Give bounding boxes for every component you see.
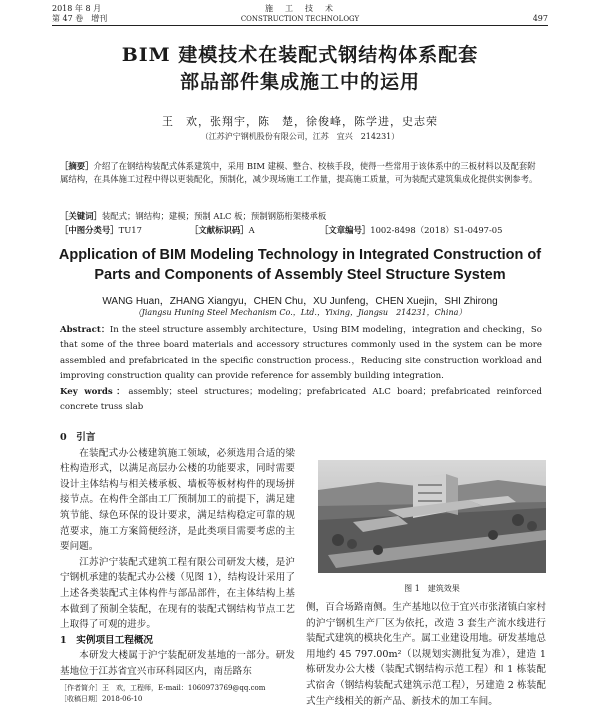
keywords-cn bbox=[60, 210, 542, 223]
article-no-label: ［文章编号］ bbox=[320, 225, 371, 235]
authors-en: WANG Huan，ZHANG Xiangyu，CHEN Chu，XU Junfeng，CHEN Xuejin，SHI Zhirong bbox=[102, 296, 498, 307]
title-cn-line1: BIM 建模技术在装配式钢结构体系配套 bbox=[121, 44, 479, 66]
volume-issue: 第 47 卷 增刊 bbox=[52, 14, 108, 23]
keywords-en-text: assembly；steel structures；modeling；prefabricated ALC board；prefabricated reinforced concrete truss slab bbox=[60, 387, 542, 412]
title-en-line1: Application of BIM Modeling Technology in Integrated Construction of bbox=[58, 247, 542, 263]
doc-code-value: A bbox=[248, 225, 255, 235]
affiliation-en: （Jiangsu Huning Steel Mechanism Co.，Ltd.，Yixing，Jiangsu 214231，China） bbox=[133, 308, 467, 317]
keywords-en bbox=[60, 385, 542, 414]
page-number: 497 bbox=[532, 14, 548, 23]
abstract-en-label: Abstract： bbox=[60, 325, 110, 335]
header-rule bbox=[52, 25, 548, 26]
doc-code-label: ［文献标识码］ bbox=[190, 225, 249, 235]
paragraph-4: 侧，百合场路南侧。生产基地以位于宜兴市张渚镇白家村的沪宁钢机生产厂区为依托，改造 3 套生产流水线进行装配式建筑的模块化生产。属工业建设用地。研发基地总用地约 45 797.00m²（以规划实测批复为准），建造 1 栋研发办公大楼（装配式钢结构示范工程）和 1 栋装配式宿舍（钢结构装配式建筑示范工程），另建造 2 栋装配式生产线相关的新产品、新技术的加工车间。 bbox=[306, 602, 546, 707]
issue-date: 2018 年 8 月 bbox=[52, 4, 102, 13]
footnote-rule bbox=[60, 679, 140, 680]
journal-name-cn: 施 工 技 术 bbox=[265, 4, 335, 13]
classification-line bbox=[60, 224, 542, 237]
keywords-en-label: Key words： bbox=[60, 387, 129, 397]
paragraph-1: 在装配式办公楼建筑施工领域，必须选用合适的梁柱构造形式，以满足高层办公楼的功能要求，同时需要设计主体结构与相关楼承板、墙板等板材构件的现场拼接节点。在构件全部由工厂预制加工的前提下，满足建筑节能、绿色环保的设计要求，满足结构稳定可靠的规范要求，施工方案简便经济，是此类项目需要考虑的主要问题。 bbox=[60, 447, 295, 553]
footnote-author-info: ［作者简介］王 欢，工程师，E-mail：1060973769@qq.com bbox=[60, 684, 266, 692]
abstract-en-text: In the steel structure assembly architecture，Using BIM modeling，integration and checking，So that some of the three board materials and accessory structures commonly used in the system can be more assembled and prefabricated in the specific construction process.，Reducing site construction workload and improving construction quality can provide reference for assembly building integration. bbox=[60, 325, 542, 382]
abstract-en bbox=[60, 323, 542, 385]
keywords-cn-text: 装配式；钢结构；建模；预制 ALC 板；预制钢筋桁架楼承板 bbox=[101, 211, 327, 221]
article-no-value: 1002-8498（2018）S1-0497-05 bbox=[370, 225, 503, 235]
abstract-cn-text: 介绍了在钢结构装配式体系建筑中，采用 BIM 建模、整合、校核手段，使得一些常用于该体系中的三板材料以及配套附属结构，在具体施工过程中得以更装配化，预制化，减少现场施工工作量，提高施工质量，可为装配式建筑集成化提供实例参考。 bbox=[60, 161, 538, 184]
abstract-cn bbox=[60, 160, 542, 186]
figure-1-building-rendering bbox=[318, 460, 546, 573]
footnote-received-date: ［收稿日期］2018-06-10 bbox=[60, 695, 143, 703]
aerial-view-illustration bbox=[318, 460, 546, 573]
clc-label: ［中图分类号］ bbox=[60, 225, 119, 235]
section-0-heading: 0 引言 bbox=[60, 432, 96, 443]
right-column bbox=[306, 600, 546, 709]
title-cn-line2: 部品部件集成施工中的运用 bbox=[179, 71, 420, 93]
affiliation-cn: （江苏沪宁钢机股份有限公司，江苏 宜兴 214231） bbox=[200, 132, 400, 141]
clc-value: TU17 bbox=[118, 225, 142, 235]
title-en-line2: Parts and Components of Assembly Steel Structure System bbox=[94, 267, 506, 283]
authors-cn: 王 欢，张翔宇，陈 楚，徐俊峰，陈学进，史志荣 bbox=[162, 115, 438, 128]
figure-1-caption: 图 1 建筑效果 bbox=[404, 584, 460, 593]
paragraph-2: 江苏沪宁装配式建筑工程有限公司研发大楼，是沪宁钢机承建的装配式办公楼（见图 1），结构设计采用了上述各类装配式主体构件与部品部件，在主体结构上基本做到了预制全装配，在现有的装配式钢结构节点工艺上取得了可观的进步。 bbox=[60, 556, 295, 631]
section-1-heading: 1 实例项目工程概况 bbox=[60, 634, 154, 646]
abstract-cn-label: ［摘要］ bbox=[60, 161, 94, 171]
keywords-cn-label: ［关键词］ bbox=[60, 211, 102, 221]
journal-name-en: CONSTRUCTION TECHNOLOGY bbox=[240, 15, 360, 23]
left-column bbox=[60, 430, 295, 680]
paragraph-3: 本研发大楼属于沪宁装配研发基地的一部分。研发基地位于江苏省宜兴市环科园区内，南岳路东 bbox=[60, 650, 295, 677]
